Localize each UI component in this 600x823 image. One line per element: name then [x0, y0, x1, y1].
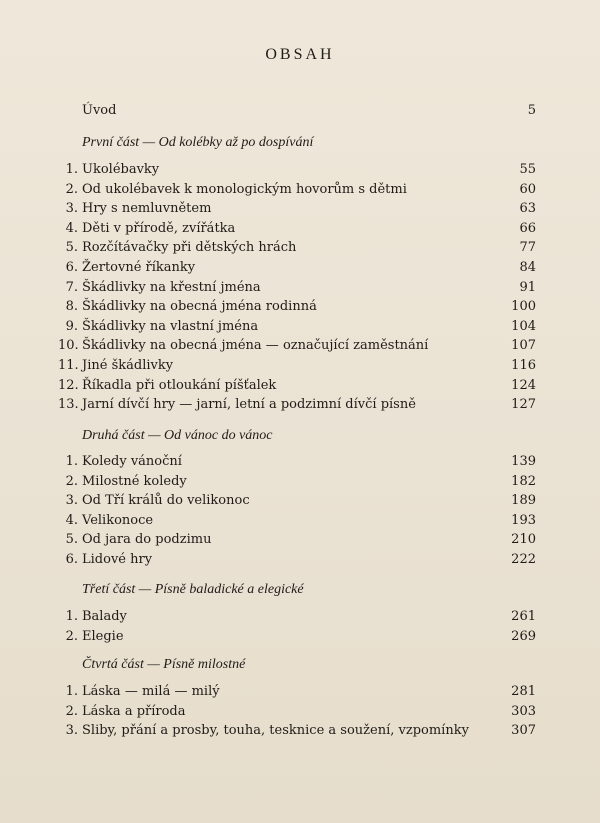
toc-entry-page: 124 — [511, 377, 536, 393]
toc-entry — [58, 297, 536, 316]
toc-entry-number: 12. — [58, 377, 79, 393]
toc-entry-label: Koledy vánoční — [82, 454, 182, 469]
toc-entry-number: 10. — [58, 338, 79, 354]
section-heading-1: První část — Od kolébky až po dospívání — [82, 135, 314, 150]
toc-entry-number: 5. — [65, 532, 78, 548]
toc-entry-page: 269 — [511, 628, 536, 644]
toc-entry-number: 9. — [65, 318, 78, 334]
toc-entry-number: 4. — [65, 220, 78, 236]
toc-entry — [58, 376, 536, 395]
toc-entry — [58, 511, 536, 530]
toc-entry-number: 11. — [58, 358, 79, 373]
toc-entry-page: 261 — [511, 609, 536, 624]
page-title: OBSAH — [265, 46, 335, 63]
toc-entry — [58, 219, 536, 238]
toc-entry-number: 2. — [65, 628, 78, 644]
toc-entry-page: 84 — [519, 260, 536, 275]
toc-entry — [58, 607, 536, 626]
toc-entry-label: Velikonoce — [82, 512, 154, 528]
toc-entry — [58, 278, 536, 297]
toc-entry-number: 1. — [65, 162, 78, 177]
toc-entry-label: Lidové hry — [82, 552, 153, 567]
toc-entry — [58, 491, 536, 510]
toc-entry-number: 7. — [65, 279, 78, 295]
toc-entry — [58, 160, 536, 179]
toc-entry-label: Škádlivky na vlastní jména — [82, 318, 259, 334]
toc-entry-page: 55 — [519, 162, 536, 177]
toc-entry — [58, 682, 536, 701]
toc-entry-label: Od jara do podzimu — [82, 532, 212, 548]
toc-entry-intro — [58, 101, 536, 120]
toc-entry-page: 104 — [511, 318, 536, 334]
toc-entry-number: 4. — [65, 512, 78, 528]
toc-entry-number: 2. — [65, 703, 78, 719]
toc-entry-number: 1. — [65, 684, 78, 699]
toc-entry — [58, 199, 536, 218]
toc-entry-number: 8. — [65, 299, 78, 315]
toc-entry — [58, 317, 536, 336]
toc-entry-number: 1. — [65, 609, 78, 624]
toc-entry — [58, 356, 536, 375]
toc-entry-page: 77 — [519, 240, 536, 256]
toc-entry-label: Hry s nemluvnětem — [82, 201, 212, 217]
toc-entry-label: Láska — milá — milý — [82, 684, 220, 699]
toc-entry-number: 3. — [65, 201, 78, 217]
toc-entry-number: 2. — [65, 473, 78, 489]
toc-entry-page: 139 — [511, 454, 536, 469]
toc-entry-page: 107 — [511, 338, 536, 354]
toc-entry-page: 210 — [511, 532, 536, 548]
toc-entry — [58, 627, 536, 646]
toc-entry-page: 63 — [519, 201, 536, 217]
toc-entry-page: 189 — [511, 493, 536, 509]
toc-entry-label: Rozčítávačky při dětských hrách — [82, 240, 297, 256]
toc-entry-number: 3. — [65, 723, 78, 739]
toc-entry — [58, 238, 536, 257]
toc-entry-label: Od ukolébavek k monologickým hovorům s dětmi — [82, 181, 407, 197]
toc-entry-label: Úvod — [82, 103, 117, 118]
toc-entry-page: 116 — [511, 358, 536, 373]
toc-entry — [58, 395, 536, 414]
toc-entry-number: 1. — [65, 454, 78, 469]
toc-entry-label: Děti v přírodě, zvířátka — [82, 220, 236, 236]
toc-entry-page: 91 — [519, 279, 536, 295]
toc-entry — [58, 721, 536, 740]
toc-entry-page: 60 — [519, 181, 536, 197]
toc-entry-label: Milostné koledy — [82, 473, 187, 489]
section-heading-4: Čtvrtá část — Písně milostné — [82, 657, 246, 672]
toc-entry-number: 2. — [65, 181, 78, 197]
toc-entry — [58, 258, 536, 277]
toc-entry-label: Jiné škádlivky — [82, 358, 174, 373]
toc-entry-label: Žertovné říkanky — [82, 260, 196, 275]
toc-entry-label: Balady — [82, 609, 127, 624]
section-heading-3: Třetí část — Písně baladické a elegické — [82, 582, 304, 597]
toc-entry-page: 193 — [511, 512, 536, 528]
toc-entry-label: Škádlivky na křestní jména — [82, 279, 261, 295]
toc-entry-page: 182 — [511, 473, 536, 489]
toc-entry-label: Láska a příroda — [82, 703, 186, 719]
toc-entry-label: Škádlivky na obecná jména rodinná — [82, 299, 317, 315]
toc-entry-number: 13. — [58, 397, 79, 413]
toc-entry-label: Jarní dívčí hry — jarní, letní a podzimní dívčí písně — [82, 397, 416, 413]
toc-entry-page: 303 — [511, 703, 536, 719]
toc-entry-label: Říkadla při otloukání píšťalek — [82, 377, 277, 393]
toc-entry-page: 127 — [511, 397, 536, 413]
toc-entry-label: Sliby, přání a prosby, touha, tesknice a soužení, vzpomínky — [82, 723, 469, 739]
toc-entry-page: 100 — [511, 299, 536, 315]
toc-entry-page: 222 — [511, 552, 536, 567]
toc-entry-label: Od Tří králů do velikonoc — [82, 493, 250, 509]
section-heading-2: Druhá část — Od vánoc do vánoc — [82, 428, 273, 443]
toc-entry-page: 5 — [527, 103, 536, 118]
toc-entry — [58, 472, 536, 491]
toc-entry — [58, 180, 536, 199]
toc-entry — [58, 452, 536, 471]
toc-entry-number: 3. — [65, 493, 78, 509]
toc-entry-page: 307 — [511, 723, 536, 739]
toc-entry — [58, 336, 536, 355]
toc-entry — [58, 702, 536, 721]
toc-entry-label: Elegie — [82, 628, 124, 644]
toc-entry-number: 6. — [65, 260, 78, 275]
toc-entry-page: 281 — [511, 684, 536, 699]
toc-entry — [58, 550, 536, 569]
toc-entry-label: Škádlivky na obecná jména — označující zaměstnání — [82, 338, 429, 354]
toc-entry-number: 6. — [65, 552, 78, 567]
toc-entry-label: Ukolébavky — [82, 162, 160, 177]
toc-entry-number: 5. — [65, 240, 78, 256]
toc-entry-page: 66 — [519, 220, 536, 236]
toc-entry — [58, 530, 536, 549]
